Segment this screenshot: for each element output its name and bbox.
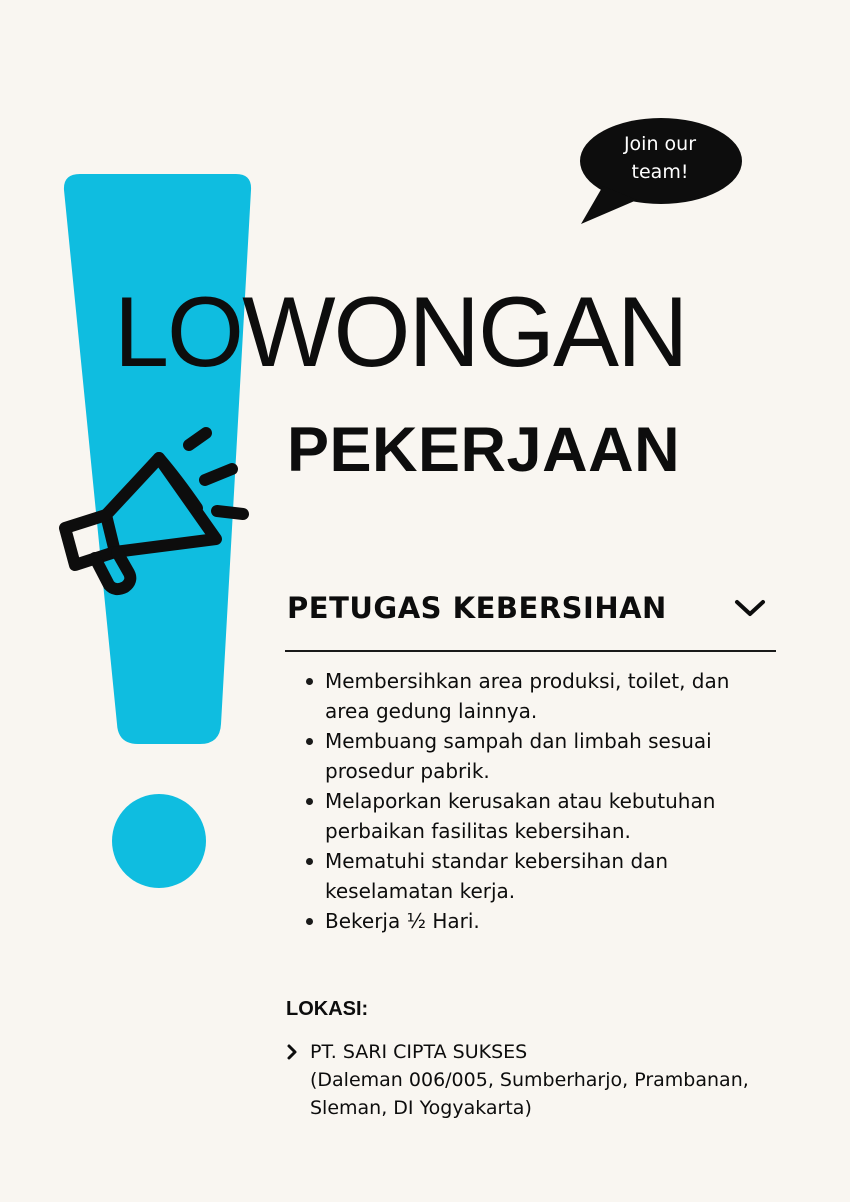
duty-line: area gedung lainnya. — [325, 699, 538, 723]
duty-line: prosedur pabrik. — [325, 759, 490, 783]
location-label: LOKASI: — [286, 998, 369, 1020]
megaphone-icon — [55, 425, 260, 600]
position-accordion-header[interactable] — [287, 582, 777, 634]
bubble-text — [580, 130, 740, 186]
page-subtitle: PEKERJAAN — [287, 415, 681, 485]
duty-line: Membuang sampah dan limbah sesuai — [325, 729, 712, 753]
duty-item — [300, 786, 780, 846]
location-company: PT. SARI CIPTA SUKSES — [310, 1041, 528, 1063]
duty-line: Mematuhi standar kebersihan dan — [325, 849, 669, 873]
duty-line: Bekerja ½ Hari. — [325, 909, 480, 933]
duty-line: Melaporkan kerusakan atau kebutuhan — [325, 789, 716, 813]
chevron-right-icon — [285, 1042, 299, 1062]
chevron-down-icon[interactable] — [733, 597, 767, 619]
duty-line: keselamatan kerja. — [325, 879, 516, 903]
divider — [285, 650, 776, 652]
bubble-line-2: team! — [631, 161, 689, 183]
location-address: Sleman, DI Yogyakarta) — [310, 1097, 532, 1119]
position-title: PETUGAS KEBERSIHAN — [287, 591, 667, 625]
duty-item — [300, 906, 780, 936]
duties-list — [300, 666, 780, 936]
bubble-line-1: Join our — [623, 133, 697, 155]
duty-line: Membersihkan area produksi, toilet, dan — [325, 669, 730, 693]
page-title: LOWONGAN — [114, 276, 687, 387]
location-address: (Daleman 006/005, Sumberharjo, Prambanan, — [310, 1069, 749, 1091]
location-item — [285, 1038, 805, 1122]
location-text — [310, 1038, 749, 1122]
exclamation-dot — [112, 794, 206, 888]
duty-item — [300, 726, 780, 786]
duty-item — [300, 666, 780, 726]
duty-item — [300, 846, 780, 906]
duty-line: perbaikan fasilitas kebersihan. — [325, 819, 631, 843]
